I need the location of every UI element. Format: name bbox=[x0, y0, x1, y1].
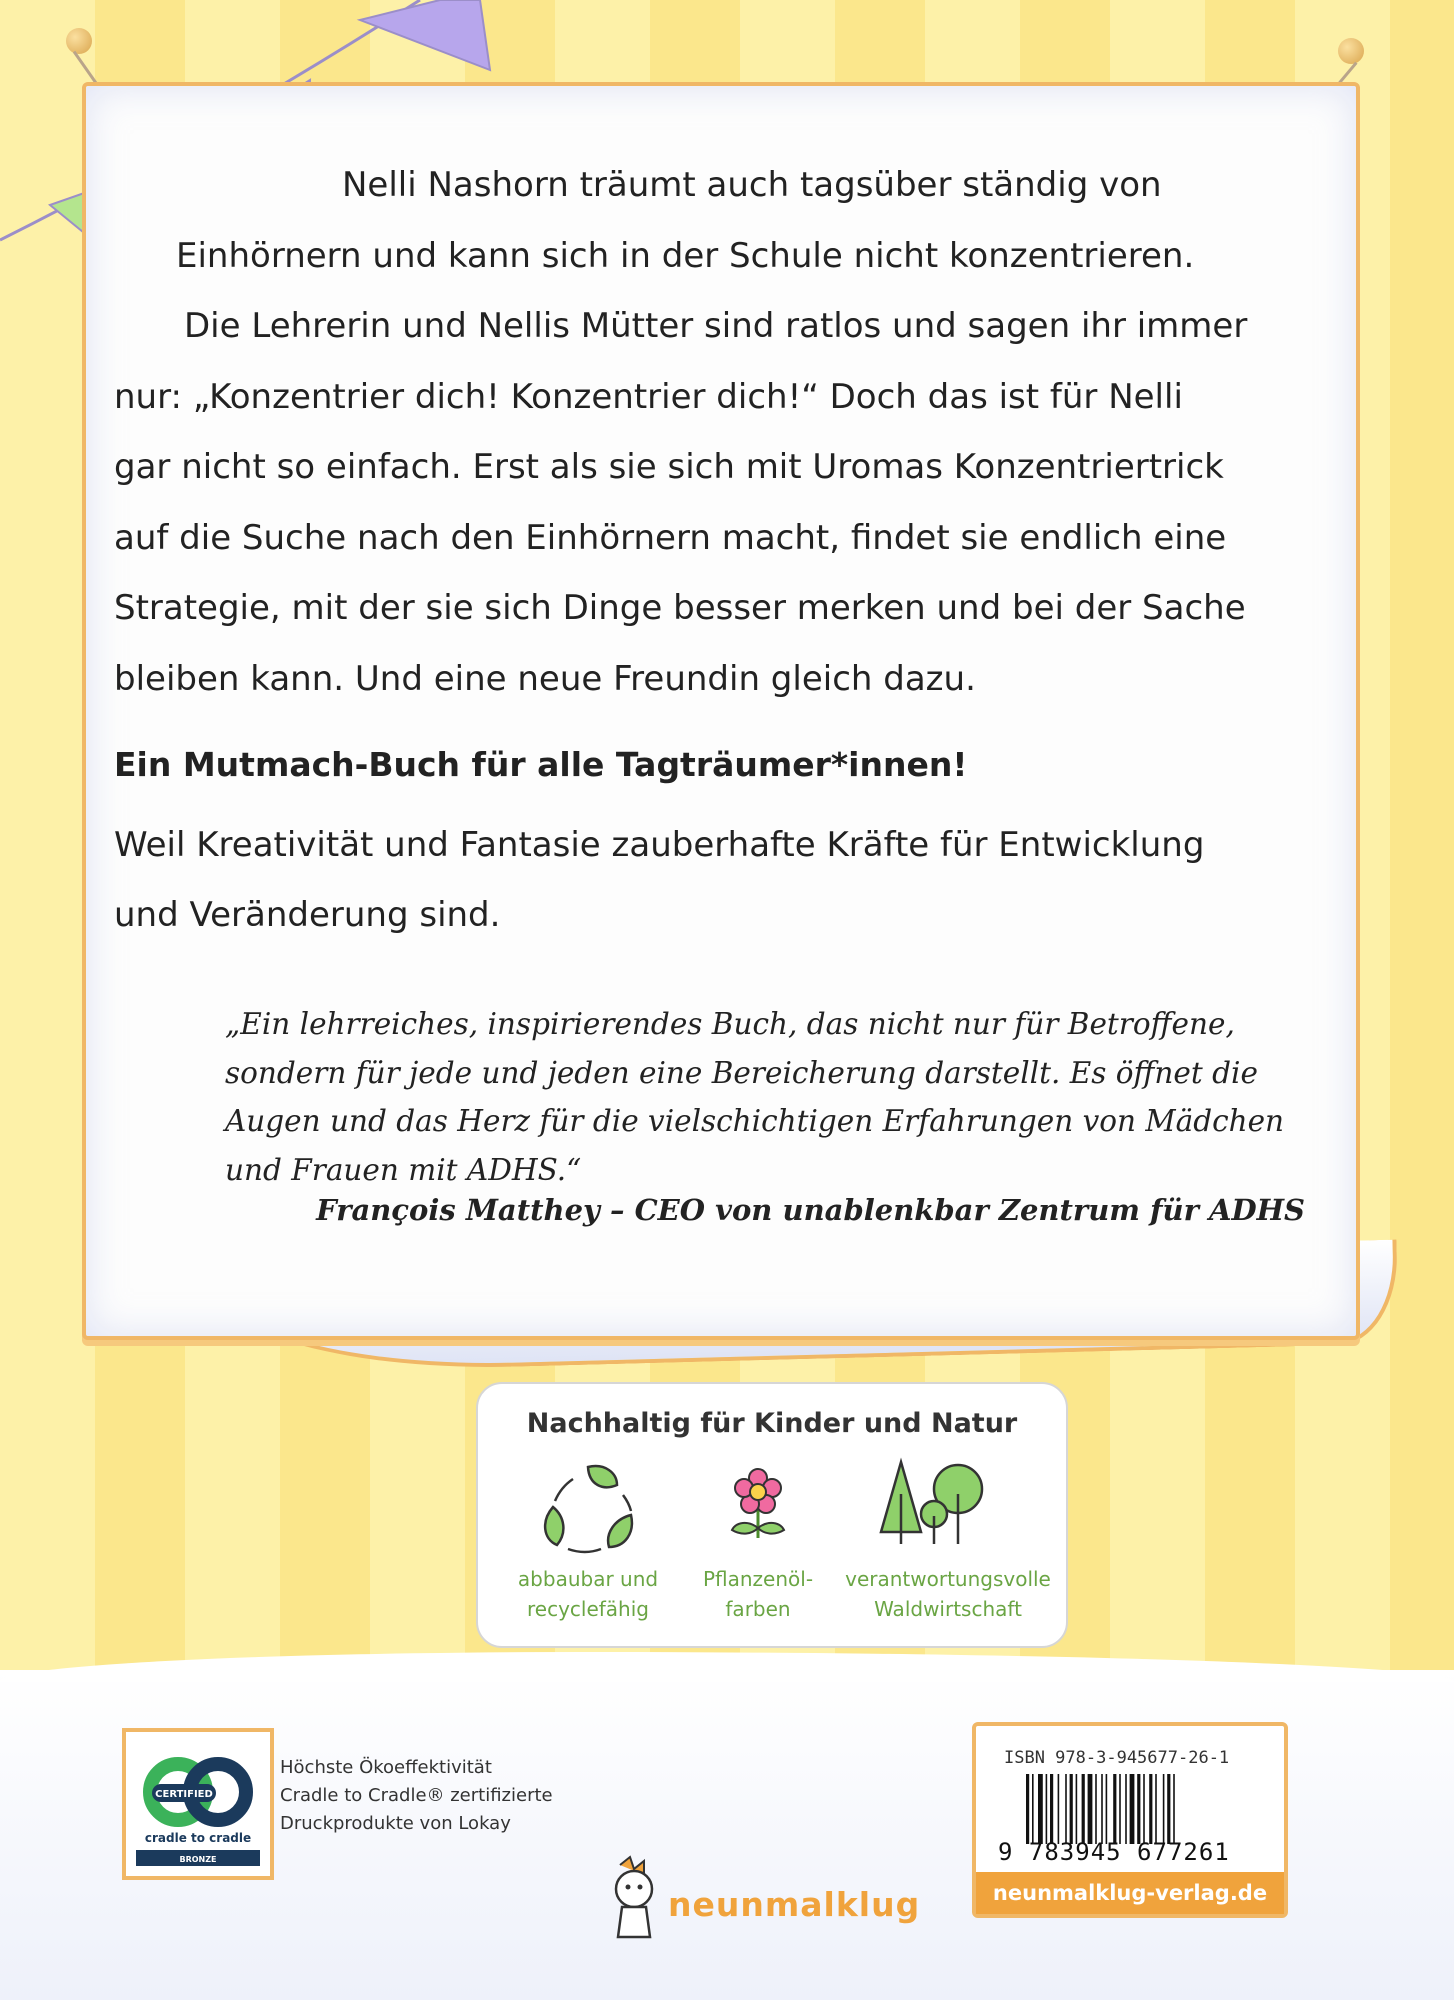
barcode-bar bbox=[1119, 1774, 1121, 1844]
barcode-bar bbox=[1046, 1774, 1048, 1844]
c2c-line: Cradle to Cradle® zertifizierte bbox=[280, 1785, 553, 1806]
barcode-bar bbox=[1038, 1774, 1043, 1844]
barcode-bar bbox=[1143, 1774, 1145, 1844]
tail-line: Weil Kreativität und Fantasie zauberhafte Kräfte für Entwicklung bbox=[114, 825, 1205, 865]
isbn-label: ISBN 978-3-945677-26-1 bbox=[1004, 1748, 1230, 1768]
description-line: nur: „Konzentrier dich! Konzentrier dich!“ Doch das ist für Nelli bbox=[114, 376, 1183, 417]
badge-level: BRONZE bbox=[179, 1855, 217, 1864]
barcode-bar bbox=[1173, 1774, 1175, 1844]
c2c-line: Druckprodukte von Lokay bbox=[280, 1813, 511, 1834]
eco-item-line: abbaubar und bbox=[517, 1567, 659, 1591]
publisher-mascot-icon bbox=[600, 1855, 670, 1945]
barcode-bar bbox=[1070, 1774, 1073, 1844]
barcode-icon bbox=[1026, 1774, 1216, 1844]
barcode-bar bbox=[1050, 1774, 1053, 1844]
barcode-bar bbox=[1065, 1774, 1067, 1844]
barcode-bar bbox=[1167, 1774, 1170, 1844]
barcode-bar bbox=[1155, 1774, 1157, 1844]
description bbox=[114, 150, 1334, 714]
description-line: Einhörnern und kann sich in der Schule nicht konzentrieren. bbox=[176, 235, 1195, 276]
review-quote bbox=[225, 1000, 1315, 1194]
barcode-bar bbox=[1113, 1774, 1116, 1844]
barcode-bar bbox=[1095, 1774, 1097, 1844]
quote-line: Augen und das Herz für die vielschichtigen Erfahrungen von Mädchen bbox=[225, 1104, 1285, 1138]
quote-author: François Matthey – CEO von unablenkbar Zentrum für ADHS bbox=[316, 1193, 1305, 1227]
eco-item bbox=[498, 1564, 678, 1624]
barcode-bar bbox=[1137, 1774, 1140, 1844]
barcode-bar bbox=[1082, 1774, 1085, 1844]
tagline: Ein Mutmach-Buch für alle Tagträumer*innen! bbox=[114, 745, 968, 784]
isbn-digits: 9 783945 677261 bbox=[998, 1838, 1230, 1866]
barcode-bar bbox=[1106, 1774, 1108, 1844]
description-line: Die Lehrerin und Nellis Mütter sind ratlos und sagen ihr immer bbox=[184, 306, 1248, 346]
quote-line: und Frauen mit ADHS.“ bbox=[225, 1152, 582, 1187]
barcode-bar bbox=[1130, 1774, 1135, 1844]
description-line: bleiben kann. Und eine neue Freundin gleich dazu. bbox=[114, 658, 976, 699]
barcode-bar bbox=[1149, 1774, 1152, 1844]
quote-line: „Ein lehrreiches, inspirierendes Buch, das nicht nur für Betroffene, bbox=[225, 1007, 1235, 1041]
eco-item bbox=[838, 1564, 1058, 1624]
tail-line: und Veränderung sind. bbox=[114, 895, 501, 935]
flower-icon bbox=[718, 1466, 798, 1546]
barcode-bar bbox=[1026, 1774, 1029, 1844]
eco-item-line: Pflanzenöl- bbox=[702, 1567, 814, 1591]
quote-line: sondern für jede und jeden eine Bereicherung darstellt. Es öffnet die bbox=[225, 1055, 1258, 1090]
pin-right-icon bbox=[1338, 38, 1364, 64]
sustainability-box bbox=[476, 1382, 1068, 1648]
barcode-bar bbox=[1125, 1774, 1127, 1844]
description-line: gar nicht so einfach. Erst als sie sich mit Uromas Konzentriertrick bbox=[114, 447, 1224, 487]
barcode-bar bbox=[1058, 1774, 1060, 1844]
eco-item bbox=[678, 1564, 838, 1624]
badge-top: CERTIFIED bbox=[155, 1789, 213, 1800]
tail-text bbox=[114, 810, 1334, 950]
publisher-logo: neunmalklug bbox=[668, 1885, 921, 1924]
trees-icon bbox=[876, 1454, 986, 1549]
barcode-bar bbox=[1088, 1774, 1093, 1844]
barcode-bar bbox=[1032, 1774, 1034, 1844]
cradle-to-cradle-badge bbox=[122, 1728, 274, 1880]
badge-name: cradle to cradle bbox=[144, 1831, 252, 1845]
barcode-bar bbox=[1101, 1774, 1103, 1844]
isbn-barcode-box bbox=[972, 1722, 1288, 1918]
cradle-to-cradle-logo bbox=[126, 1732, 270, 1876]
eco-item-line: verantwortungsvolle bbox=[845, 1567, 1051, 1591]
description-line: Nelli Nashorn träumt auch tagsüber ständig von bbox=[342, 165, 1162, 205]
barcode-bar bbox=[1076, 1774, 1078, 1844]
eco-item-line: Waldwirtschaft bbox=[874, 1597, 1022, 1621]
pin-left-icon bbox=[66, 28, 92, 54]
eco-item-line: recyclefähig bbox=[526, 1597, 649, 1621]
sustainability-title: Nachhaltig für Kinder und Natur bbox=[526, 1408, 1018, 1439]
publisher-url: neunmalklug-verlag.de bbox=[976, 1872, 1284, 1914]
barcode-bar bbox=[1163, 1774, 1165, 1844]
recycle-leaves-icon bbox=[533, 1459, 643, 1554]
cradle-to-cradle-text bbox=[280, 1754, 553, 1838]
description-line: Strategie, mit der sie sich Dinge besser merken und bei der Sache bbox=[114, 588, 1246, 628]
c2c-line: Höchste Ökoeffektivität bbox=[280, 1757, 492, 1778]
description-line: auf die Suche nach den Einhörnern macht, findet sie endlich eine bbox=[114, 517, 1227, 558]
eco-item-line: farben bbox=[725, 1597, 791, 1621]
